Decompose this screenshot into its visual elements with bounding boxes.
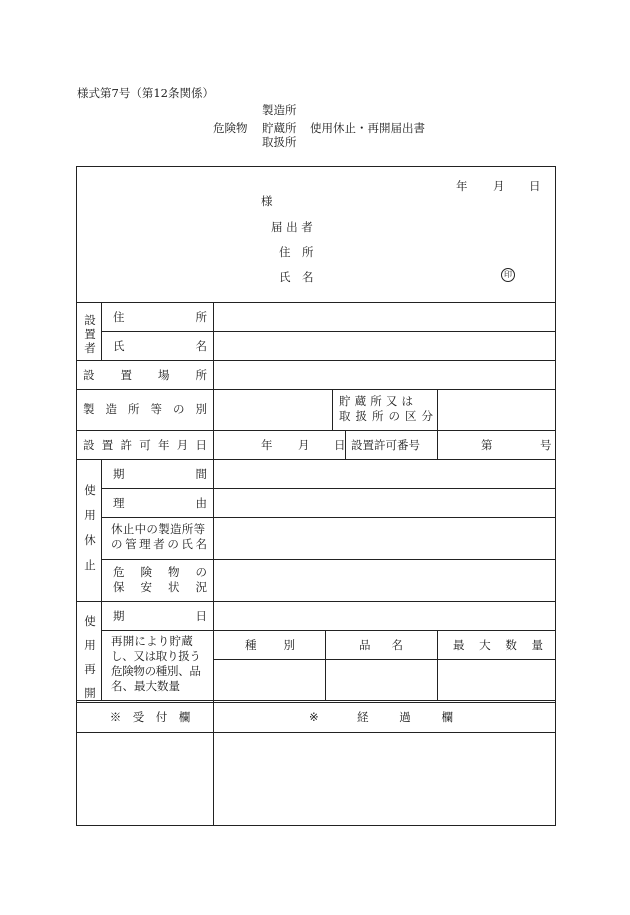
title-suffix: 使用休止・再開届出書 bbox=[310, 121, 425, 135]
facility-type-label: 製 造 所 等 の 別 bbox=[83, 402, 207, 416]
resumption-hazmat-line3: 危険物の種別、品 bbox=[111, 664, 201, 678]
title-option-handling: 取扱所 bbox=[262, 135, 297, 149]
location-label: 設 置 場 所 bbox=[83, 368, 207, 382]
notify-date-day: 日 bbox=[529, 179, 541, 193]
col-name-header: 品 名 bbox=[359, 638, 403, 652]
notify-date-year: 年 bbox=[456, 179, 468, 193]
permit-number-suffix: 号 bbox=[540, 438, 552, 452]
progress-label: 経 過 欄 bbox=[357, 710, 453, 724]
suspension-period-label: 期 間 bbox=[113, 467, 207, 481]
col-type-header: 種 別 bbox=[245, 638, 295, 652]
installer-group-label: 設置者 bbox=[84, 313, 96, 355]
permit-number-prefix: 第 bbox=[481, 438, 493, 452]
resumption-group-label: 使用再開 bbox=[84, 614, 96, 700]
resumption-date-label: 期 日 bbox=[113, 609, 207, 623]
addressee-suffix: 様 bbox=[261, 194, 273, 208]
col-max-qty-header: 最 大 数 量 bbox=[453, 638, 543, 652]
suspension-group-label: 使用休止 bbox=[84, 483, 96, 572]
title-option-manufacturing: 製造所 bbox=[262, 103, 297, 117]
notify-date-month: 月 bbox=[493, 179, 505, 193]
suspension-manager-label-line2: の 管 理 者 の 氏 名 bbox=[111, 537, 207, 551]
notifier-address-label: 住 所 bbox=[279, 245, 314, 259]
suspension-reason-label: 理 由 bbox=[113, 496, 207, 510]
permit-number-label: 設置許可番号 bbox=[351, 438, 420, 452]
storage-class-label-line1: 貯 蔵 所 又 は bbox=[339, 394, 413, 408]
notifier-label: 届 出 者 bbox=[271, 220, 313, 234]
suspension-safety-label-line1: 危 険 物 の bbox=[113, 565, 207, 579]
installer-address-label: 住 所 bbox=[113, 310, 207, 324]
installer-name-label: 氏 名 bbox=[113, 339, 207, 353]
permit-date-month: 月 bbox=[298, 438, 310, 452]
resumption-hazmat-line1: 再開により貯蔵 bbox=[111, 634, 193, 648]
title-option-storage: 貯蔵所 bbox=[262, 121, 297, 135]
permit-date-label: 設 置 許 可 年 月 日 bbox=[83, 438, 207, 452]
permit-date-day: 日 bbox=[334, 438, 346, 452]
storage-class-label-line2: 取 扱 所 の 区 分 bbox=[339, 409, 433, 423]
suspension-safety-label-line2: 保 安 状 況 bbox=[113, 580, 207, 594]
seal-icon: 印 bbox=[501, 268, 515, 282]
notification-form bbox=[76, 166, 556, 826]
resumption-hazmat-line2: し、又は取り扱う bbox=[111, 649, 201, 663]
progress-mark: ※ bbox=[309, 710, 319, 724]
form-code: 様式第7号（第12条関係） bbox=[77, 86, 214, 100]
suspension-manager-label-line1: 休止中の製造所等 bbox=[111, 522, 206, 536]
notifier-name-label: 氏 名 bbox=[279, 270, 314, 284]
title-prefix: 危険物 bbox=[213, 121, 248, 135]
resumption-hazmat-line4: 名、最大数量 bbox=[111, 679, 180, 693]
permit-date-year: 年 bbox=[261, 438, 273, 452]
reception-label: ※ 受 付 欄 bbox=[109, 710, 191, 724]
